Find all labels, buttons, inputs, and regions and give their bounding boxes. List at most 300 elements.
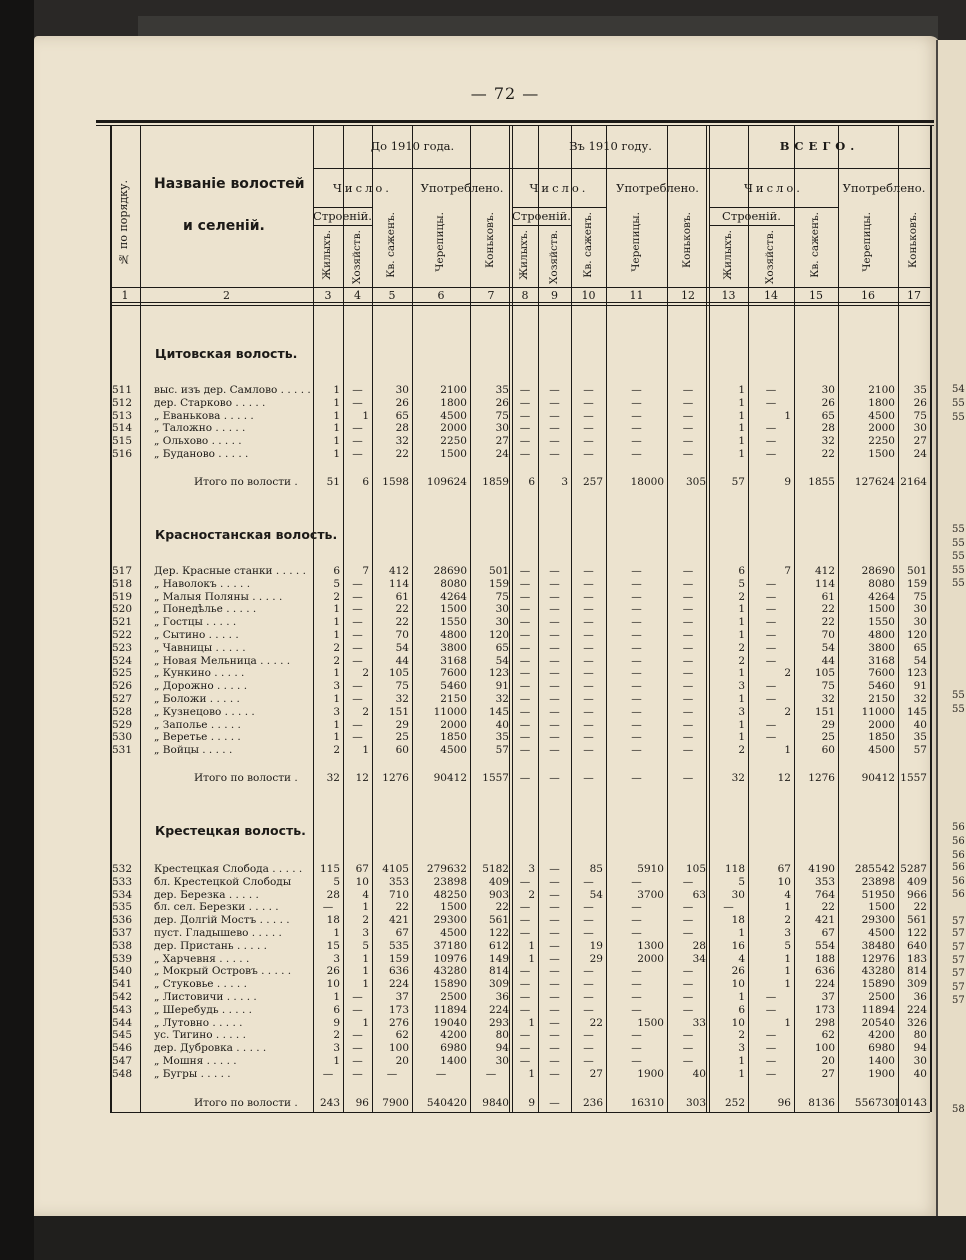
header-period: ВСЕГО.	[779, 139, 860, 153]
empty-cell: —	[549, 1003, 560, 1016]
value-cell: 159	[488, 577, 509, 590]
empty-cell: —	[352, 603, 363, 616]
empty-cell: —	[519, 901, 531, 914]
settlement-name: „ Еванькова . . . . .	[154, 409, 254, 422]
settlement-name: ус. Тигино . . . . .	[154, 1029, 246, 1042]
table-row	[0, 642, 966, 655]
value-cell: 30	[913, 1055, 927, 1067]
value-cell: 5	[784, 939, 791, 952]
header-sub: Жилыхъ.	[721, 230, 734, 280]
value-cell: 28	[395, 422, 409, 435]
value-cell: 10	[326, 978, 340, 991]
empty-cell: —	[583, 744, 594, 757]
total-label: Итого по волости .	[194, 772, 298, 784]
empty-cell: —	[631, 718, 642, 731]
empty-cell: —	[631, 667, 642, 680]
empty-cell: —	[549, 888, 560, 901]
value-cell: 1	[738, 603, 745, 616]
value-cell: 24	[495, 448, 509, 460]
value-cell: 4800	[868, 629, 895, 641]
settlement-name: „ Кункино . . . . .	[154, 667, 245, 680]
empty-cell: —	[631, 965, 642, 978]
header-sub: Жилыхъ.	[321, 230, 333, 280]
value-cell: 1	[528, 1016, 535, 1029]
row-number: 541	[112, 978, 133, 991]
settlement-name: Крестецкая Слобода . . . . .	[154, 863, 303, 875]
value-cell: 85	[589, 863, 603, 875]
row-number: 530	[112, 731, 133, 744]
value-cell: 18000	[630, 476, 664, 488]
empty-cell: —	[765, 718, 777, 731]
empty-cell: —	[765, 680, 777, 693]
value-cell: 1276	[808, 772, 835, 784]
table-bottom-rule	[110, 1112, 930, 1113]
value-cell: 120	[906, 629, 927, 641]
value-cell: 309	[906, 978, 927, 991]
empty-cell: —	[352, 693, 363, 705]
value-cell: 412	[814, 565, 835, 577]
value-cell: 29	[821, 718, 835, 731]
empty-cell: —	[682, 384, 694, 396]
header-sub: Хозяйств.	[547, 230, 560, 285]
value-cell: 1	[333, 616, 340, 629]
value-cell: 293	[488, 1016, 509, 1029]
value-cell: 12976	[861, 952, 895, 965]
value-cell: 4264	[440, 590, 467, 603]
empty-cell: —	[583, 629, 594, 641]
row-number: 520	[112, 603, 133, 616]
value-cell: 151	[814, 705, 835, 718]
value-cell: 305	[685, 476, 706, 488]
settlement-name: „ Харчевня . . . . .	[154, 952, 250, 965]
empty-cell: —	[519, 772, 531, 784]
row-number: 546	[112, 1042, 133, 1055]
value-cell: 67	[395, 927, 409, 939]
empty-cell: —	[549, 875, 560, 888]
value-cell: 38480	[861, 939, 895, 952]
value-cell: 10	[777, 875, 791, 888]
settlement-name: „ Дорожно . . . . .	[154, 680, 248, 693]
value-cell: 183	[906, 952, 927, 965]
value-cell: 3	[784, 927, 791, 939]
value-cell: 3	[738, 705, 745, 718]
settlement-name: „ Листовичи . . . . .	[154, 991, 257, 1003]
settlement-name: „ Сытино . . . . .	[154, 629, 239, 641]
value-cell: 1557	[900, 772, 927, 784]
table-row	[0, 422, 966, 435]
empty-cell: —	[631, 705, 642, 718]
value-cell: 421	[388, 914, 409, 927]
column-number: 13	[721, 289, 736, 302]
row-number: 531	[112, 744, 133, 757]
table-row	[0, 384, 966, 397]
value-cell: 4	[738, 952, 745, 965]
header-row-number: № по порядку.	[117, 180, 130, 266]
value-cell: 224	[388, 978, 409, 991]
row-number: 548	[112, 1067, 133, 1080]
value-cell: 5	[362, 939, 369, 952]
value-cell: 2	[738, 1029, 745, 1042]
empty-cell: —	[682, 772, 694, 784]
adjacent-page-number: 56	[952, 876, 965, 887]
header-sub: Коньковъ.	[484, 212, 496, 268]
value-cell: 65	[821, 409, 835, 422]
value-cell: 22	[395, 448, 409, 460]
value-cell: 11000	[861, 705, 895, 718]
empty-cell: —	[682, 1003, 694, 1016]
empty-cell: —	[583, 667, 594, 680]
value-cell: 4500	[440, 409, 467, 422]
value-cell: 3	[528, 863, 535, 875]
empty-cell: —	[765, 1067, 777, 1080]
empty-cell: —	[549, 1042, 560, 1055]
empty-cell: —	[519, 718, 531, 731]
value-cell: 1500	[868, 448, 895, 460]
value-cell: 257	[582, 476, 603, 488]
empty-cell: —	[549, 435, 560, 448]
settlement-name: „ Лутовно . . . . .	[154, 1016, 243, 1029]
value-cell: 51	[326, 476, 340, 488]
value-cell: 75	[913, 409, 927, 422]
empty-cell: —	[631, 693, 642, 705]
column-number: 14	[764, 289, 778, 302]
empty-cell: —	[549, 680, 560, 693]
table-row	[0, 680, 966, 693]
empty-cell: —	[583, 590, 594, 603]
value-cell: 2100	[868, 384, 895, 396]
value-cell: 67	[777, 863, 791, 875]
row-number: 519	[112, 590, 133, 603]
header-line	[313, 207, 372, 208]
empty-cell: —	[519, 654, 531, 667]
empty-cell: —	[631, 978, 642, 991]
value-cell: 35	[913, 384, 927, 396]
value-cell: 409	[906, 875, 927, 888]
value-cell: 4	[784, 888, 791, 901]
value-cell: 4200	[440, 1029, 467, 1042]
empty-cell: —	[583, 654, 594, 667]
value-cell: 105	[388, 667, 409, 680]
value-cell: 1	[738, 448, 745, 460]
column-number: 12	[681, 289, 695, 302]
value-cell: 5460	[440, 680, 467, 693]
empty-cell: —	[519, 448, 531, 460]
value-cell: 8080	[440, 577, 467, 590]
settlement-name: „ Мокрый Островъ . . . . .	[154, 965, 292, 978]
value-cell: 18	[326, 914, 340, 927]
header-line	[110, 287, 930, 288]
value-cell: 1	[738, 927, 745, 939]
table-row	[0, 719, 966, 732]
value-cell: 2500	[868, 991, 895, 1003]
settlement-name: „ Наволокъ . . . . .	[154, 577, 251, 590]
value-cell: 1	[333, 603, 340, 616]
settlement-name: „ Понедѣлье . . . . .	[154, 603, 257, 616]
row-number: 544	[112, 1016, 133, 1029]
value-cell: 252	[724, 1097, 745, 1109]
adjacent-page-number: 55	[952, 551, 965, 562]
settlement-name: „ Заполье . . . . .	[154, 718, 241, 731]
value-cell: 57	[495, 744, 509, 757]
empty-cell: —	[682, 731, 694, 744]
value-cell: 188	[814, 952, 835, 965]
value-cell: 1	[333, 731, 340, 744]
header-sub: Кв. саженъ.	[809, 212, 821, 278]
adjacent-page-number: 56	[952, 889, 965, 900]
value-cell: 1	[333, 435, 340, 448]
value-cell: 19	[589, 939, 603, 952]
empty-cell: —	[682, 1029, 694, 1042]
value-cell: 35	[495, 731, 509, 744]
empty-cell: —	[352, 384, 363, 396]
value-cell: 1	[333, 667, 340, 680]
empty-cell: —	[583, 422, 594, 435]
empty-cell: —	[682, 396, 694, 409]
value-cell: 1	[528, 952, 535, 965]
empty-cell: —	[549, 667, 560, 680]
value-cell: 30	[913, 616, 927, 629]
value-cell: 30	[495, 1055, 509, 1067]
empty-cell: —	[682, 616, 694, 629]
empty-cell: —	[765, 1042, 777, 1055]
value-cell: 27	[913, 435, 927, 448]
value-cell: 1	[333, 629, 340, 641]
empty-cell: —	[765, 1029, 777, 1042]
header-count: Число.	[333, 181, 392, 195]
empty-cell: —	[519, 1029, 531, 1042]
empty-cell: —	[682, 991, 694, 1003]
value-cell: 9	[333, 1016, 340, 1029]
value-cell: 3168	[868, 654, 895, 667]
value-cell: 100	[814, 1042, 835, 1055]
value-cell: 903	[488, 888, 509, 901]
empty-cell: —	[631, 616, 642, 629]
table-row	[0, 731, 966, 744]
value-cell: 90412	[861, 772, 895, 784]
value-cell: 2	[333, 1029, 340, 1042]
value-cell: 1	[784, 1016, 791, 1029]
value-cell: 2	[784, 705, 791, 718]
value-cell: 33	[692, 1016, 706, 1029]
value-cell: 4200	[868, 1029, 895, 1042]
value-cell: 2000	[868, 718, 895, 731]
value-cell: 2	[333, 654, 340, 667]
empty-cell: —	[682, 565, 694, 577]
value-cell: 1	[738, 667, 745, 680]
empty-cell: —	[765, 384, 777, 396]
value-cell: 3	[738, 1042, 745, 1055]
empty-cell: —	[549, 448, 560, 460]
empty-cell: —	[631, 654, 642, 667]
empty-cell: —	[549, 577, 560, 590]
row-number: 528	[112, 705, 133, 718]
value-cell: 65	[495, 641, 509, 654]
value-cell: 1	[784, 978, 791, 991]
value-cell: 1800	[440, 396, 467, 409]
empty-cell: —	[583, 1029, 594, 1042]
adjacent-page-number: 57	[952, 942, 965, 953]
value-cell: 40	[913, 718, 927, 731]
settlement-name: дер. Дубровка . . . . .	[154, 1042, 267, 1055]
empty-cell: —	[519, 629, 531, 641]
table-row	[0, 876, 966, 889]
empty-cell: —	[352, 1042, 363, 1055]
row-number: 522	[112, 629, 133, 641]
value-cell: 12	[355, 772, 369, 784]
value-cell: 6	[738, 565, 745, 577]
header-used: Употреблено.	[616, 181, 699, 195]
column-number: 17	[907, 289, 921, 302]
value-cell: 1	[738, 693, 745, 705]
column-number: 5	[388, 289, 396, 302]
empty-cell: —	[583, 914, 594, 927]
value-cell: 3	[738, 680, 745, 693]
value-cell: 1276	[382, 772, 409, 784]
empty-cell: —	[352, 448, 363, 460]
empty-cell: —	[631, 680, 642, 693]
value-cell: 1	[362, 409, 369, 422]
value-cell: 61	[821, 590, 835, 603]
value-cell: 5	[738, 577, 745, 590]
empty-cell: —	[549, 590, 560, 603]
value-cell: 1	[738, 409, 745, 422]
value-cell: 1	[784, 965, 791, 978]
table-row	[0, 448, 966, 461]
value-cell: 285542	[854, 863, 895, 875]
empty-cell: —	[765, 422, 777, 435]
value-cell: 2	[333, 590, 340, 603]
value-cell: 2000	[440, 718, 467, 731]
value-cell: 303	[685, 1097, 706, 1109]
empty-cell: —	[583, 448, 594, 460]
empty-cell: —	[765, 991, 777, 1003]
value-cell: 32	[326, 772, 340, 784]
empty-cell: —	[519, 565, 531, 577]
adjacent-page-number: 56	[952, 862, 965, 873]
value-cell: 27	[589, 1067, 603, 1080]
value-cell: 120	[488, 629, 509, 641]
value-cell: 1400	[440, 1055, 467, 1067]
table-row	[0, 397, 966, 410]
value-cell: 814	[488, 965, 509, 978]
empty-cell: —	[549, 409, 560, 422]
value-cell: 27	[495, 435, 509, 448]
empty-cell: —	[352, 435, 363, 448]
value-cell: 30	[821, 384, 835, 396]
value-cell: 6	[362, 476, 369, 488]
adjacent-page-number: 58	[952, 1104, 965, 1115]
empty-cell: —	[682, 927, 694, 939]
value-cell: 36	[913, 991, 927, 1003]
row-number: 518	[112, 577, 133, 590]
empty-cell: —	[631, 744, 642, 757]
value-cell: 60	[821, 744, 835, 757]
settlement-name: „ Гостцы . . . . .	[154, 616, 237, 629]
value-cell: 22	[395, 616, 409, 629]
empty-cell: —	[352, 1055, 363, 1067]
empty-cell: —	[352, 718, 363, 731]
value-cell: 2	[738, 641, 745, 654]
value-cell: 32	[821, 435, 835, 448]
value-cell: 412	[388, 565, 409, 577]
value-cell: 1	[362, 1016, 369, 1029]
value-cell: 4264	[868, 590, 895, 603]
header-count: Число.	[744, 181, 803, 195]
value-cell: 40	[913, 1067, 927, 1080]
table-row	[0, 863, 966, 876]
empty-cell: —	[519, 409, 531, 422]
header-used: Употреблено.	[420, 181, 504, 195]
empty-cell: —	[682, 978, 694, 991]
value-cell: 22	[821, 901, 835, 914]
row-number: 527	[112, 693, 133, 705]
empty-cell: —	[765, 641, 777, 654]
value-cell: 501	[488, 565, 509, 577]
empty-cell: —	[682, 435, 694, 448]
empty-cell: —	[519, 965, 531, 978]
value-cell: 5910	[637, 863, 664, 875]
settlement-name: „ Шеребудь . . . . .	[154, 1003, 252, 1016]
value-cell: 159	[388, 952, 409, 965]
column-number: 10	[581, 289, 596, 302]
value-cell: 1	[738, 991, 745, 1003]
table-row	[0, 410, 966, 423]
empty-cell: —	[682, 901, 694, 914]
table-row	[0, 591, 966, 604]
value-cell: 4190	[808, 863, 835, 875]
empty-cell: —	[549, 422, 560, 435]
value-cell: 23898	[433, 875, 467, 888]
empty-cell: —	[583, 409, 594, 422]
value-cell: 2250	[868, 435, 895, 448]
empty-cell: —	[583, 731, 594, 744]
value-cell: 540420	[426, 1097, 467, 1109]
empty-cell: —	[519, 978, 531, 991]
empty-cell: —	[583, 680, 594, 693]
empty-cell: —	[682, 590, 694, 603]
section-title: Красностанская волость.	[155, 527, 338, 542]
empty-cell: —	[682, 875, 694, 888]
value-cell: 1	[362, 965, 369, 978]
value-cell: 44	[395, 654, 409, 667]
adjacent-page-number: 56	[952, 822, 965, 833]
empty-cell: —	[519, 705, 531, 718]
value-cell: 80	[913, 1029, 927, 1042]
table-row	[0, 991, 966, 1004]
empty-cell: —	[631, 448, 642, 460]
empty-cell: —	[549, 705, 560, 718]
value-cell: 4500	[868, 409, 895, 422]
value-cell: 1	[362, 978, 369, 991]
value-cell: 224	[814, 978, 835, 991]
table-row	[0, 889, 966, 902]
value-cell: 115	[319, 863, 340, 875]
value-cell: 1859	[482, 476, 509, 488]
empty-cell: —	[765, 731, 777, 744]
value-cell: 3800	[868, 641, 895, 654]
empty-cell: —	[519, 744, 531, 757]
value-cell: 30	[495, 422, 509, 435]
value-cell: 145	[906, 705, 927, 718]
value-cell: 7900	[382, 1097, 409, 1109]
value-cell: 2	[362, 667, 369, 680]
value-cell: 54	[821, 641, 835, 654]
column-number: 11	[629, 289, 644, 302]
value-cell: 1598	[382, 476, 409, 488]
empty-cell: —	[583, 565, 594, 577]
value-cell: 10	[355, 875, 369, 888]
value-cell: 1	[528, 939, 535, 952]
